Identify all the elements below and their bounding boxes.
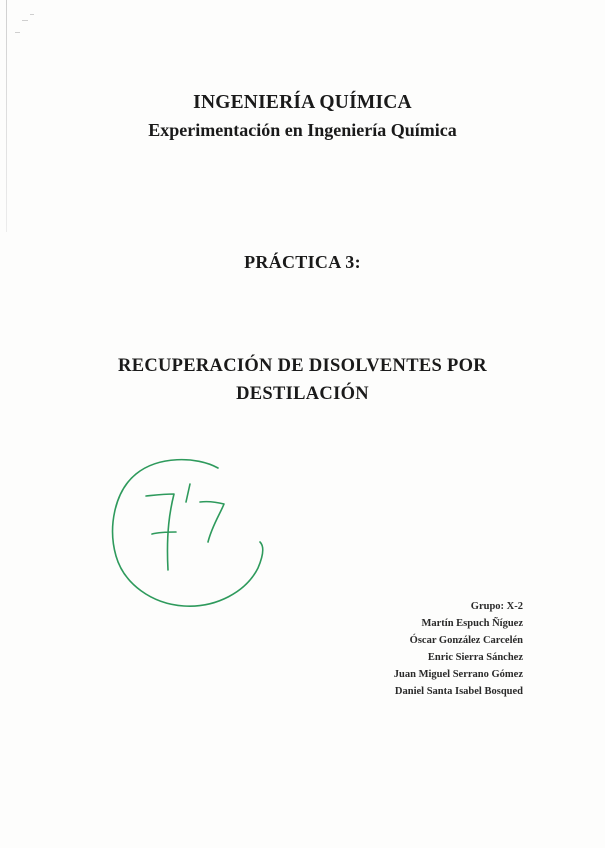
scan-speck [22,20,28,21]
topic-title-line-2: DESTILACIÓN [236,384,369,404]
group-member: Juan Miguel Serrano Gómez [393,669,523,680]
authors-block [394,598,523,700]
group-label: Grupo: X-2 [470,601,523,612]
group-member: Daniel Santa Isabel Bosqued [394,686,523,697]
grade-digit-seven [146,494,176,570]
scan-speck [15,32,20,33]
scan-edge-line [6,0,7,232]
grade-circle-stroke [113,460,263,607]
handwritten-grade-mark [106,450,268,612]
group-member: Enric Sierra Sánchez [427,652,523,663]
group-member: Martín Espuch Ñíguez [421,618,523,629]
practice-number: PRÁCTICA 3: [244,252,361,272]
topic-title-line-1: RECUPERACIÓN DE DISOLVENTES POR [118,356,487,376]
grade-digit-seven [200,502,224,542]
scan-speck [30,14,34,15]
document-title: INGENIERÍA QUÍMICA [193,92,412,113]
group-member: Óscar González Carcelén [409,635,523,646]
document-subtitle: Experimentación en Ingeniería Química [148,120,457,140]
grade-apostrophe [186,484,190,502]
